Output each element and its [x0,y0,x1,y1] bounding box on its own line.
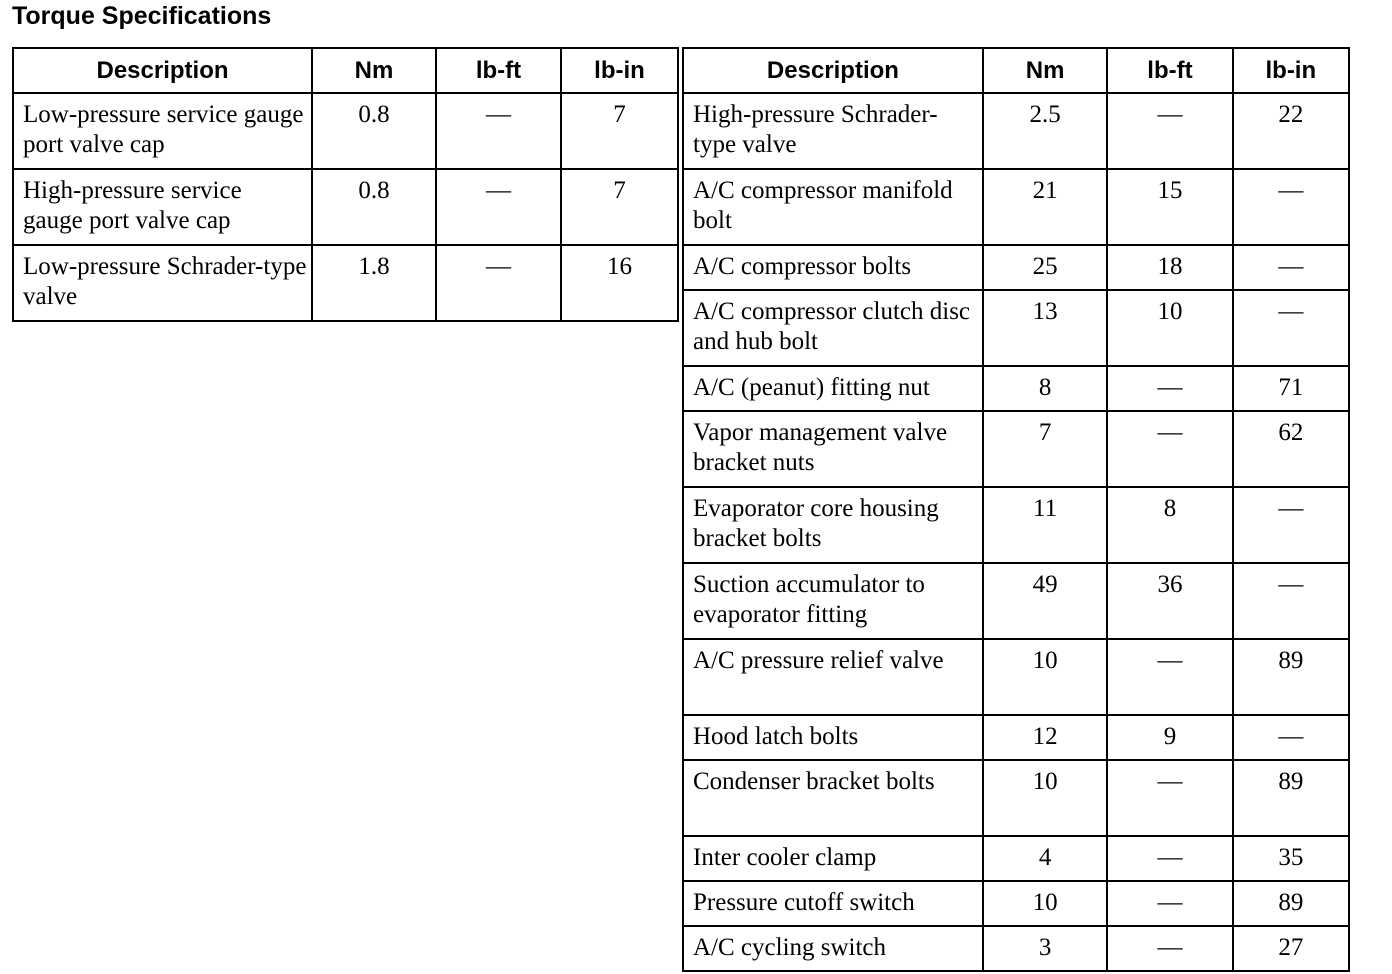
description-cell: Suction accumulator to evaporator fitting [683,563,983,639]
table-row [13,245,678,321]
lbin-cell: 35 [1233,836,1349,881]
nm-cell: 11 [983,487,1107,563]
header-description: Description [683,48,983,93]
description-cell: A/C cycling switch [683,926,983,971]
lbft-cell: 10 [1107,290,1232,366]
description-cell: A/C compressor clutch disc and hub bolt [683,290,983,366]
table-row [13,169,678,245]
header-nm: Nm [983,48,1107,93]
description-cell: High-pressure Schrader-type valve [683,93,983,169]
lbin-cell: 71 [1233,366,1349,411]
header-lbft: lb-ft [436,48,561,93]
table-row [683,563,1349,639]
lbft-cell: 15 [1107,169,1232,245]
description-cell: A/C (peanut) fitting nut [683,366,983,411]
lbft-cell: — [1107,926,1232,971]
table-row [683,639,1349,715]
lbft-cell: — [436,93,561,169]
nm-cell: 10 [983,639,1107,715]
description-cell: A/C compressor bolts [683,245,983,290]
table-row [683,760,1349,836]
lbin-cell: — [1233,563,1349,639]
lbft-cell: — [436,169,561,245]
nm-cell: 12 [983,715,1107,760]
lbft-cell: — [1107,760,1232,836]
nm-cell: 0.8 [312,93,436,169]
page-title: Torque Specifications [12,2,272,30]
nm-cell: 3 [983,926,1107,971]
nm-cell: 21 [983,169,1107,245]
nm-cell: 7 [983,411,1107,487]
table-row [683,715,1349,760]
description-cell: High-pressure service gauge port valve cap [13,169,312,245]
lbin-cell: 16 [561,245,678,321]
nm-cell: 0.8 [312,169,436,245]
nm-cell: 49 [983,563,1107,639]
header-lbin: lb-in [561,48,678,93]
description-cell: Inter cooler clamp [683,836,983,881]
nm-cell: 10 [983,881,1107,926]
nm-cell: 4 [983,836,1107,881]
lbin-cell: 89 [1233,639,1349,715]
lbft-cell: — [1107,93,1232,169]
table-row [683,926,1349,971]
header-lbin: lb-in [1233,48,1349,93]
description-cell: Pressure cutoff switch [683,881,983,926]
nm-cell: 10 [983,760,1107,836]
lbin-cell: 89 [1233,881,1349,926]
header-nm: Nm [312,48,436,93]
lbft-cell: 8 [1107,487,1232,563]
lbft-cell: — [1107,881,1232,926]
table-row [683,836,1349,881]
table-row [683,245,1349,290]
lbft-cell: 36 [1107,563,1232,639]
table-row [683,93,1349,169]
lbin-cell: 27 [1233,926,1349,971]
nm-cell: 13 [983,290,1107,366]
lbin-cell: — [1233,245,1349,290]
lbft-cell: — [1107,366,1232,411]
lbin-cell: — [1233,290,1349,366]
description-cell: Condenser bracket bolts [683,760,983,836]
torque-table-right [682,47,1350,972]
table-row [683,411,1349,487]
description-cell: Hood latch bolts [683,715,983,760]
nm-cell: 1.8 [312,245,436,321]
lbin-cell: — [1233,715,1349,760]
lbin-cell: 22 [1233,93,1349,169]
table-row [683,290,1349,366]
lbft-cell: — [1107,836,1232,881]
lbin-cell: 89 [1233,760,1349,836]
header-row [683,48,1349,93]
lbin-cell: 7 [561,93,678,169]
lbft-cell: — [1107,411,1232,487]
description-cell: Evaporator core housing bracket bolts [683,487,983,563]
nm-cell: 2.5 [983,93,1107,169]
lbin-cell: 62 [1233,411,1349,487]
table-row [683,169,1349,245]
lbin-cell: 7 [561,169,678,245]
lbin-cell: — [1233,169,1349,245]
header-description: Description [13,48,312,93]
description-cell: Low-pressure Schrader-type valve [13,245,312,321]
table-row [683,366,1349,411]
description-cell: A/C pressure relief valve [683,639,983,715]
header-row [13,48,678,93]
lbft-cell: — [436,245,561,321]
table-row [683,881,1349,926]
nm-cell: 8 [983,366,1107,411]
table-row [13,93,678,169]
header-lbft: lb-ft [1107,48,1232,93]
description-cell: Vapor management valve bracket nuts [683,411,983,487]
nm-cell: 25 [983,245,1107,290]
lbft-cell: — [1107,639,1232,715]
lbft-cell: 18 [1107,245,1232,290]
description-cell: A/C compressor manifold bolt [683,169,983,245]
description-cell: Low-pressure service gauge port valve cap [13,93,312,169]
torque-table-left [12,47,679,322]
table-row [683,487,1349,563]
lbft-cell: 9 [1107,715,1232,760]
lbin-cell: — [1233,487,1349,563]
